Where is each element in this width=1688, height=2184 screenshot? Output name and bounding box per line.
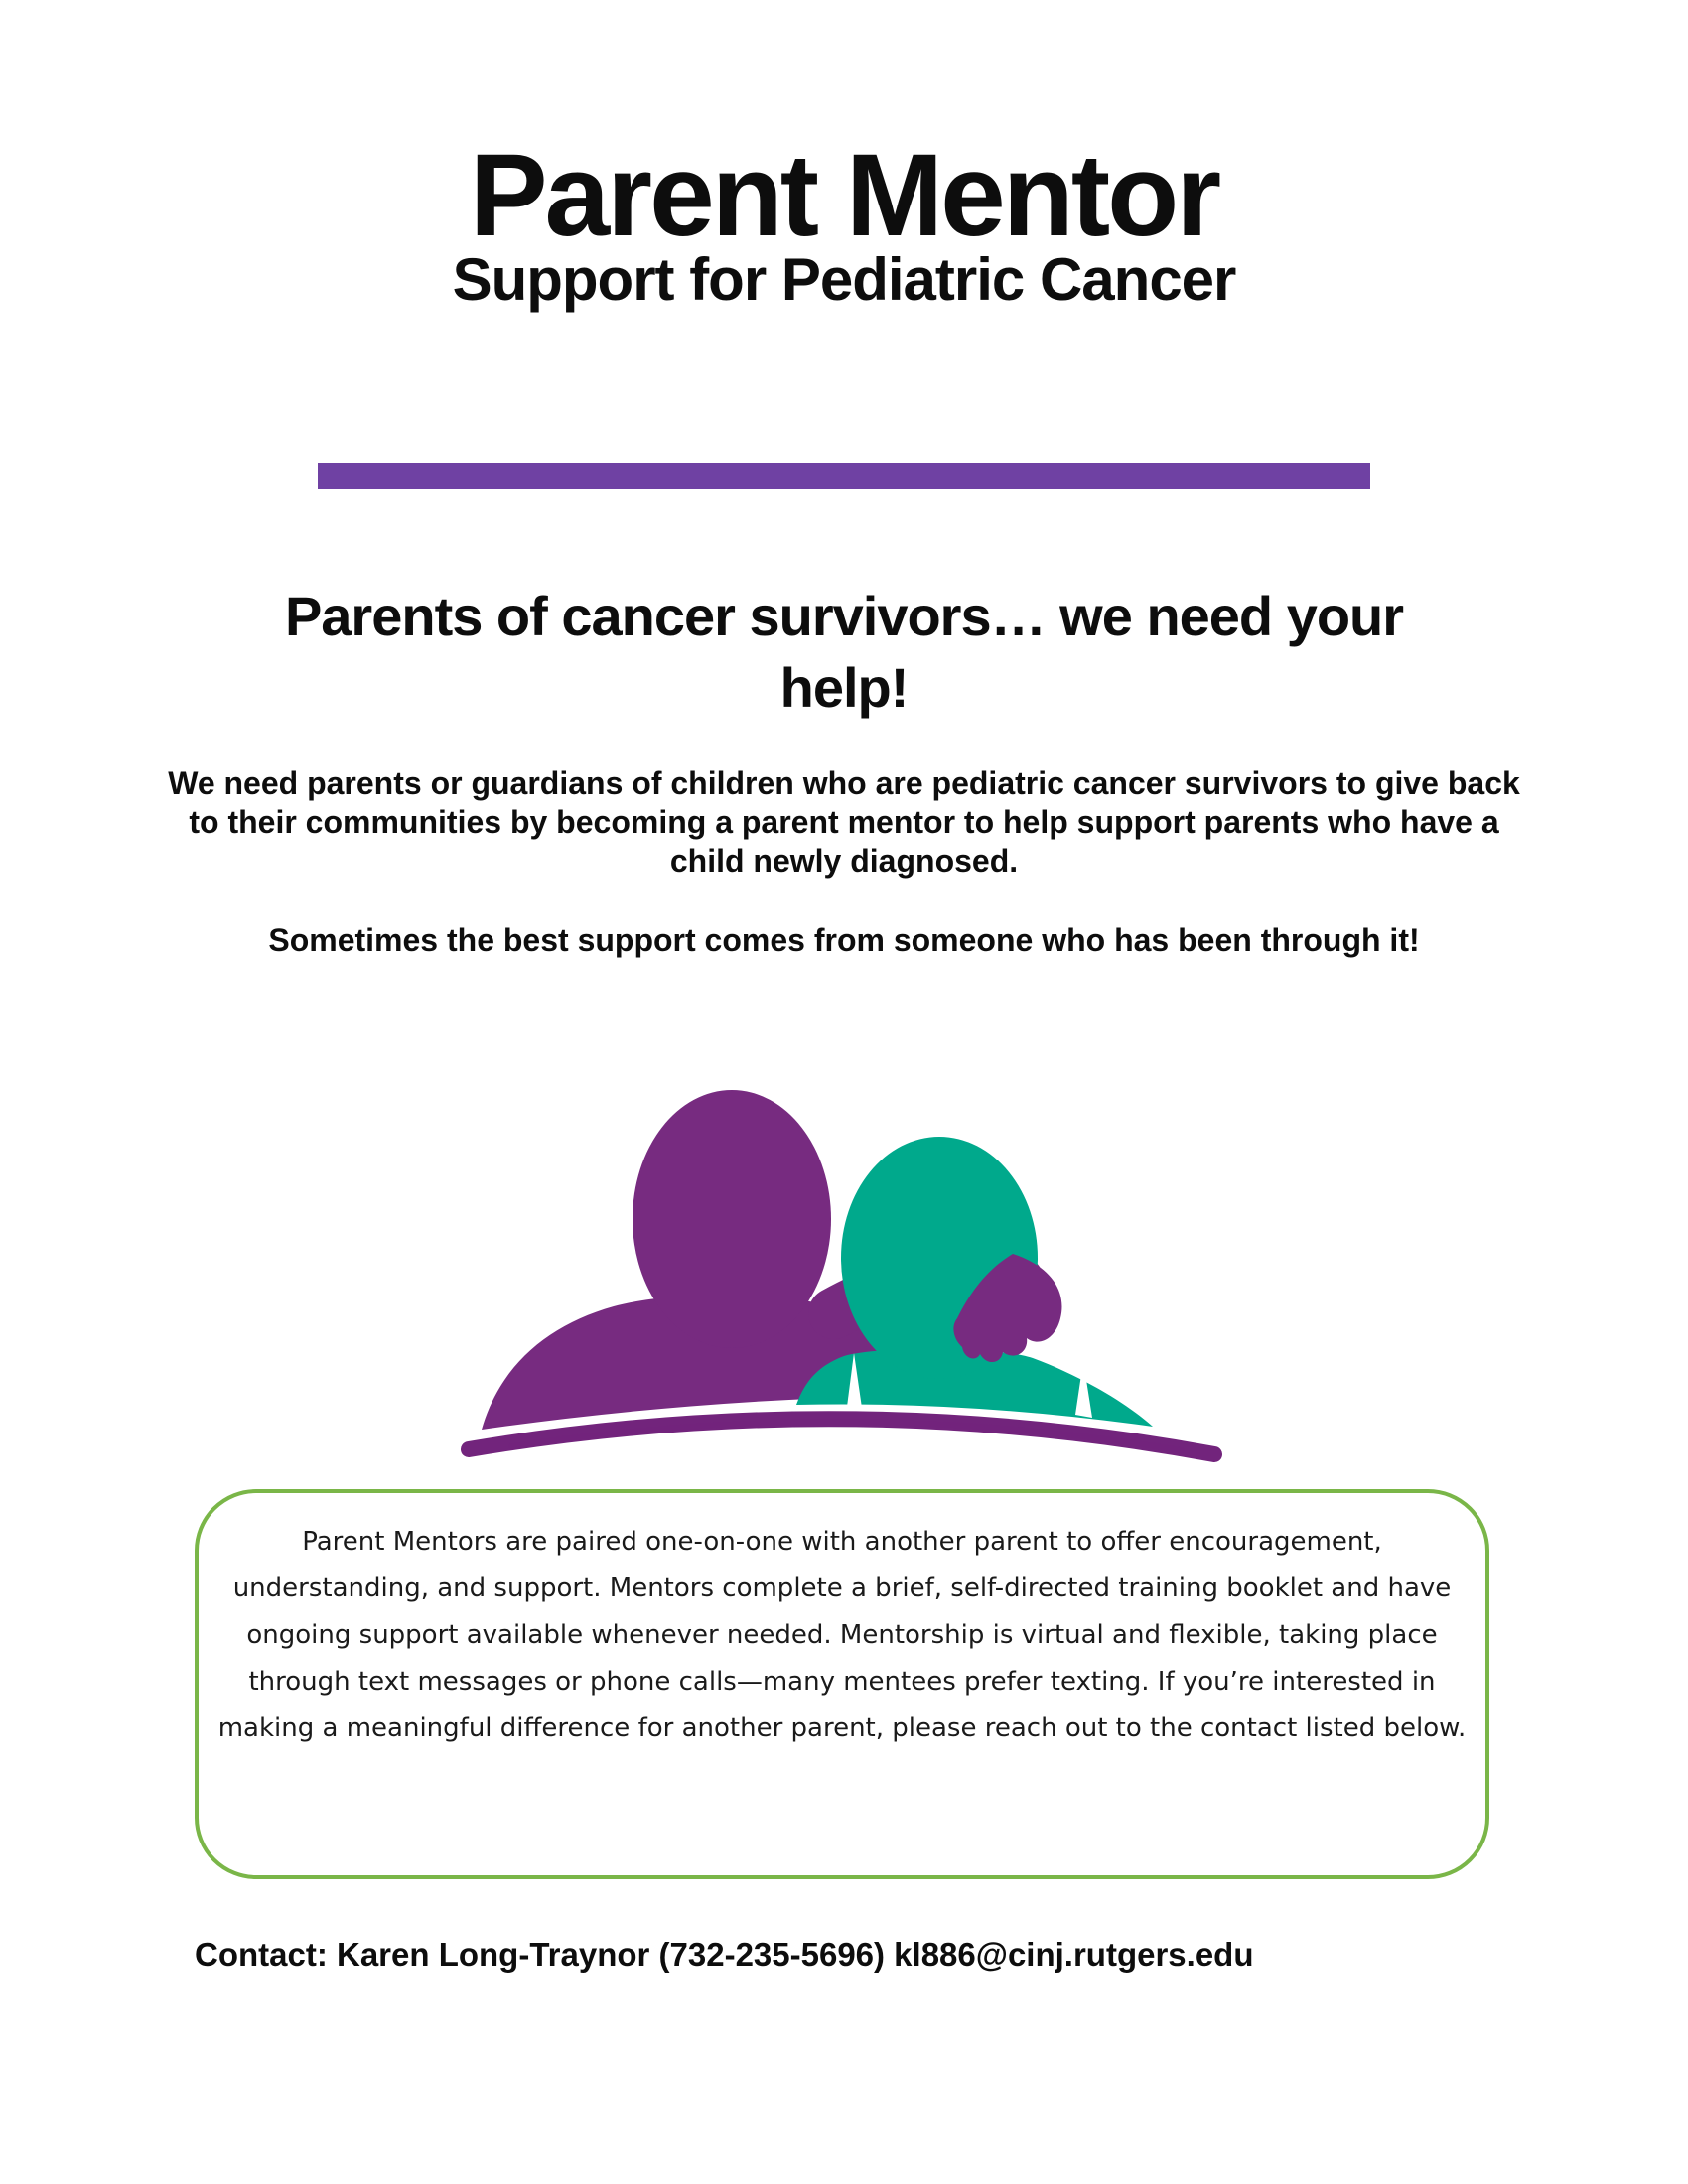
parents-embrace-illustration <box>452 1077 1236 1469</box>
flyer-title: Parent Mentor <box>469 130 1219 261</box>
intro-paragraph-1: We need parents or guardians of children who are pediatric cancer survivors to give back to their communities by becoming a parent mentor to help support parents who have a child newly diagnosed. <box>168 765 1520 879</box>
parents-embrace-svg <box>452 1077 1236 1469</box>
intro-paragraph-2: Sometimes the best support comes from someone who has been through it! <box>268 922 1420 958</box>
headline <box>0 581 1688 724</box>
accent-divider-bar <box>318 463 1370 489</box>
contact-line: Contact: Karen Long-Traynor (732-235-5696) kl886@cinj.rutgers.edu <box>195 1936 1254 1973</box>
mentor-figure-purple-head <box>633 1090 831 1348</box>
flyer-subtitle: Support for Pediatric Cancer <box>452 246 1236 313</box>
info-box <box>195 1489 1489 1879</box>
headline-line-2: help! <box>779 656 909 719</box>
info-box-text: Parent Mentors are paired one-on-one with another parent to offer encouragement, understanding, and support. Mentors complete a brief, self-directed training booklet and have ongoing support available whenever needed. Mentorship is virtual and flexible, taking place through text messages or phone calls—many mentees prefer texting. If you’re interested in making a meaningful difference for another parent, please reach out to the contact listed below. <box>217 1527 1467 1743</box>
headline-line-1: Parents of cancer survivors… we need your <box>284 585 1404 647</box>
